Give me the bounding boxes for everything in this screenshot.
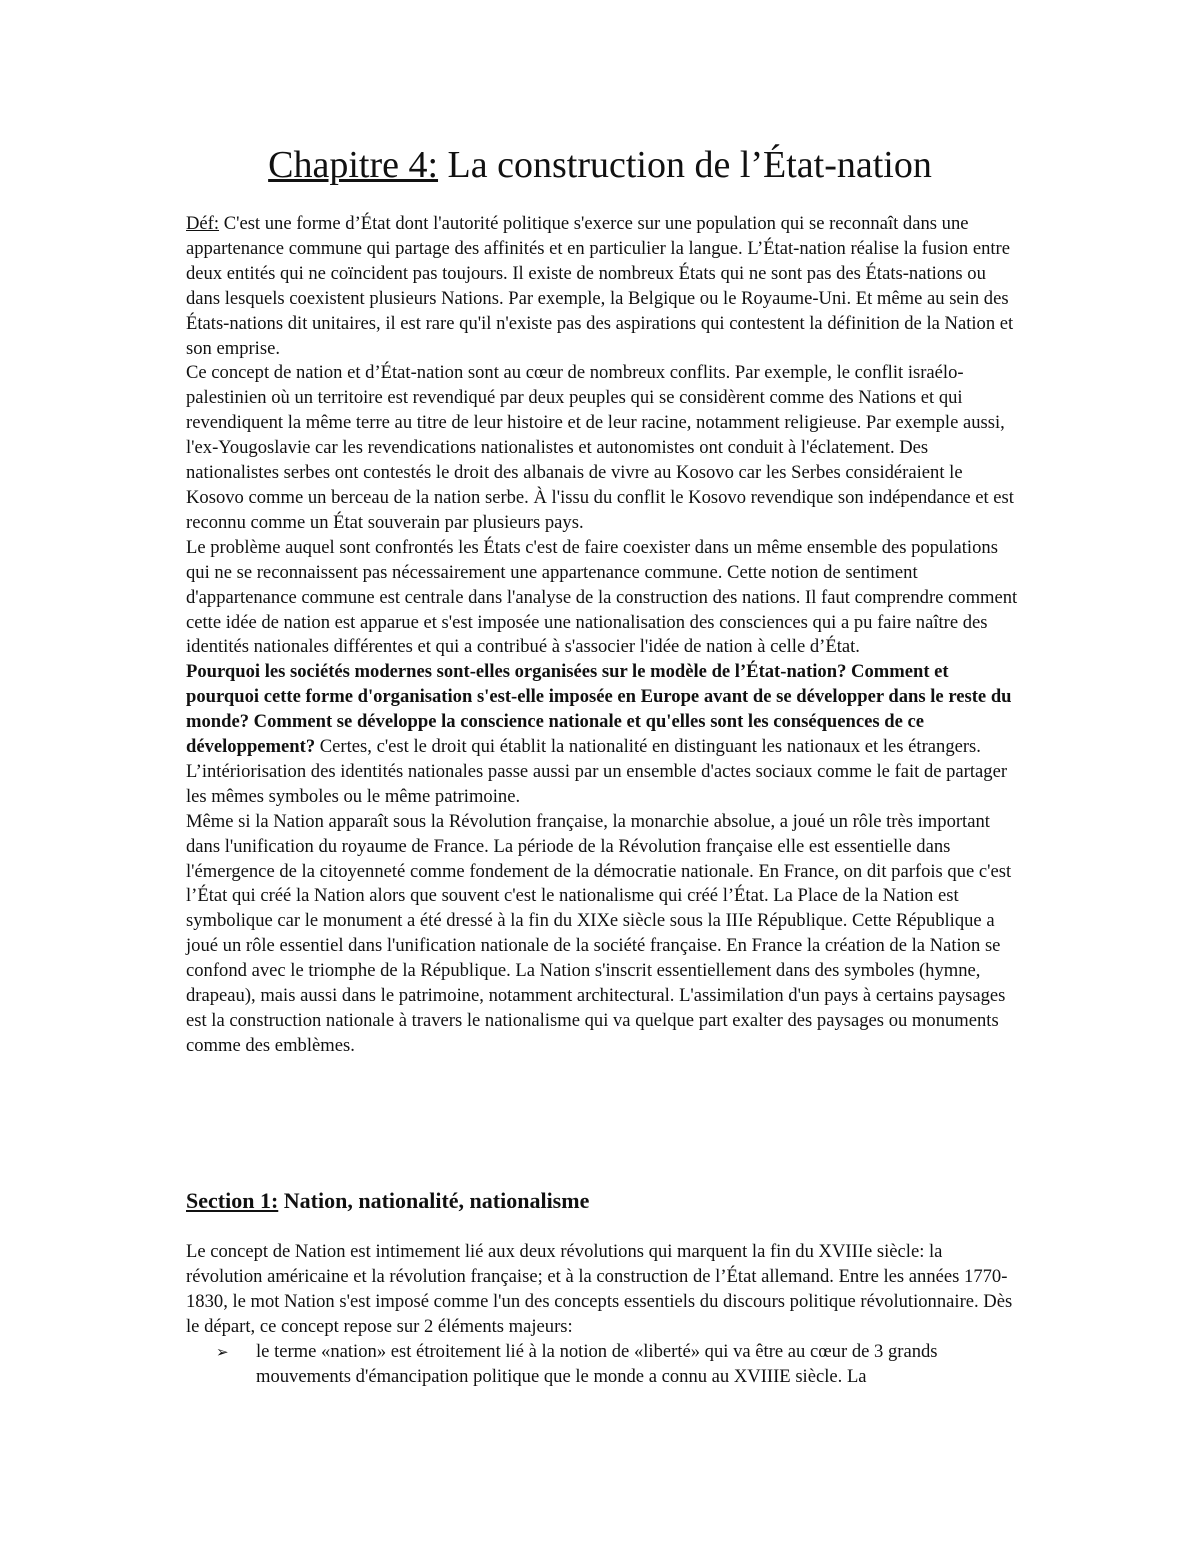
questions-followup: Certes, c'est le droit qui établit la nationalité en distinguant les nationaux et les étrangers. L’intériorisation des identités nationales passe aussi par un ensemble d'actes sociaux comme le fait de partager les mêmes symboles ou le même patrimoine. bbox=[186, 736, 1008, 807]
chapter-title-text: La construction de l’État-nation bbox=[438, 144, 932, 186]
definition-label: Déf: bbox=[186, 213, 220, 234]
section-1-number: Section 1: bbox=[186, 1188, 279, 1213]
definition-paragraph bbox=[186, 212, 1022, 361]
arrow-bullet-icon: ➢ bbox=[216, 1342, 229, 1361]
section-1-body bbox=[186, 1240, 1022, 1389]
chapter-body bbox=[186, 212, 1022, 1059]
research-questions: Pourquoi les sociétés modernes sont-elles organisées sur le modèle de l’État-nation? Comment et pourquoi cette forme d'organisation s'est-elle imposée en Europe avant de se développer dans le reste du monde? Comment se développe la conscience nationale et qu'elles sont les conséquences de ce développement? bbox=[186, 661, 1012, 758]
section-1-title-text: Nation, nationalité, nationalisme bbox=[278, 1188, 590, 1213]
paragraph-revolution: Même si la Nation apparaît sous la Révolution française, la monarchie absolue, a joué un rôle très important dans l'unification du royaume de France. La période de la Révolution française elle est essentielle dans l'émergence de la citoyenneté comme fondement de la démocratie nationale. En France, on dit parfois que c'est l’État qui créé la Nation alors que souvent c'est le nationalisme qui créé l’État. La Place de la Nation est symbolique car le monument a été dressé à la fin du XIXe siècle sous la IIIe République. Cette République a joué un rôle essentiel dans l'unification nationale de la société française. En France la création de la Nation se confond avec le triomphe de la République. La Nation s'inscrit essentiellement dans des symboles (hymne, drapeau), mais aussi dans le patrimoine, notamment architectural. L'assimilation d'un pays à certains paysages est la construction nationale à travers le nationalisme qui va quelque part exalter des paysages ou monuments comme des emblèmes. bbox=[186, 810, 1012, 1056]
paragraph-questions bbox=[186, 660, 1022, 809]
paragraph-conflicts: Ce concept de nation et d’État-nation sont au cœur de nombreux conflits. Par exemple, le conflit israélo-palestinien où un territoire est revendiqué par deux peuples qui se considèrent comme des Nations et qui revendiquent la même terre au titre de leur histoire et de leur racine, notamment religieuse. Par exemple aussi, l'ex-Yougoslavie car les revendications nationalistes et autonomistes ont conduit à l'éclatement. Des nationalistes serbes ont contestés le droit des albanais de vivre au Kosovo car les Serbes considéraient le Kosovo comme un berceau de la nation serbe. À l'issu du conflit le Kosovo revendique son indépendance et est reconnu comme un État souverain par plusieurs pays. bbox=[186, 362, 1014, 533]
chapter-title bbox=[0, 142, 1200, 188]
section-1-title bbox=[186, 1186, 1022, 1216]
definition-text: C'est une forme d’État dont l'autorité politique s'exerce sur une population qui se reconnaît dans une appartenance commune qui partage des affinités et en particulier la langue. L’État-nation réalise la fusion entre deux entités qui ne coïncident pas toujours. Il existe de nombreux États qui ne sont pas des États-nations ou dans lesquels coexistent plusieurs Nations. Par exemple, la Belgique ou le Royaume-Uni. Et même au sein des États-nations dit unitaires, il est rare qu'il n'existe pas des aspirations qui contestent la définition de la Nation et son emprise. bbox=[186, 213, 1014, 359]
section-1-intro: Le concept de Nation est intimement lié aux deux révolutions qui marquent la fin du XVIIIe siècle: la révolution américaine et la révolution française; et à la construction de l’État allemand. Entre les années 1770-1830, le mot Nation s'est imposé comme l'un des concepts essentiels du discours politique révolutionnaire. Dès le départ, ce concept repose sur 2 éléments majeurs: bbox=[186, 1241, 1013, 1337]
bullet-text: le terme «nation» est étroitement lié à la notion de «liberté» qui va être au cœur de 3 grands mouvements d'émancipation politique que le monde a connu au XVIIIE siècle. La bbox=[256, 1340, 938, 1387]
paragraph-coexistence: Le problème auquel sont confrontés les États c'est de faire coexister dans un même ensemble des populations qui ne se reconnaissent pas nécessairement une appartenance commune. Cette notion de sentiment d'appartenance commune est centrale dans l'analyse de la construction des nations. Il faut comprendre comment cette idée de nation est apparue et s'est imposée une nationalisation des consciences qui a pu faire naître des identités nationales différentes et qui a contribué à s'associer l'idée de nation à celle d’État. bbox=[186, 536, 1018, 658]
bullet-item bbox=[186, 1340, 1022, 1390]
chapter-number: Chapitre 4: bbox=[268, 144, 439, 186]
